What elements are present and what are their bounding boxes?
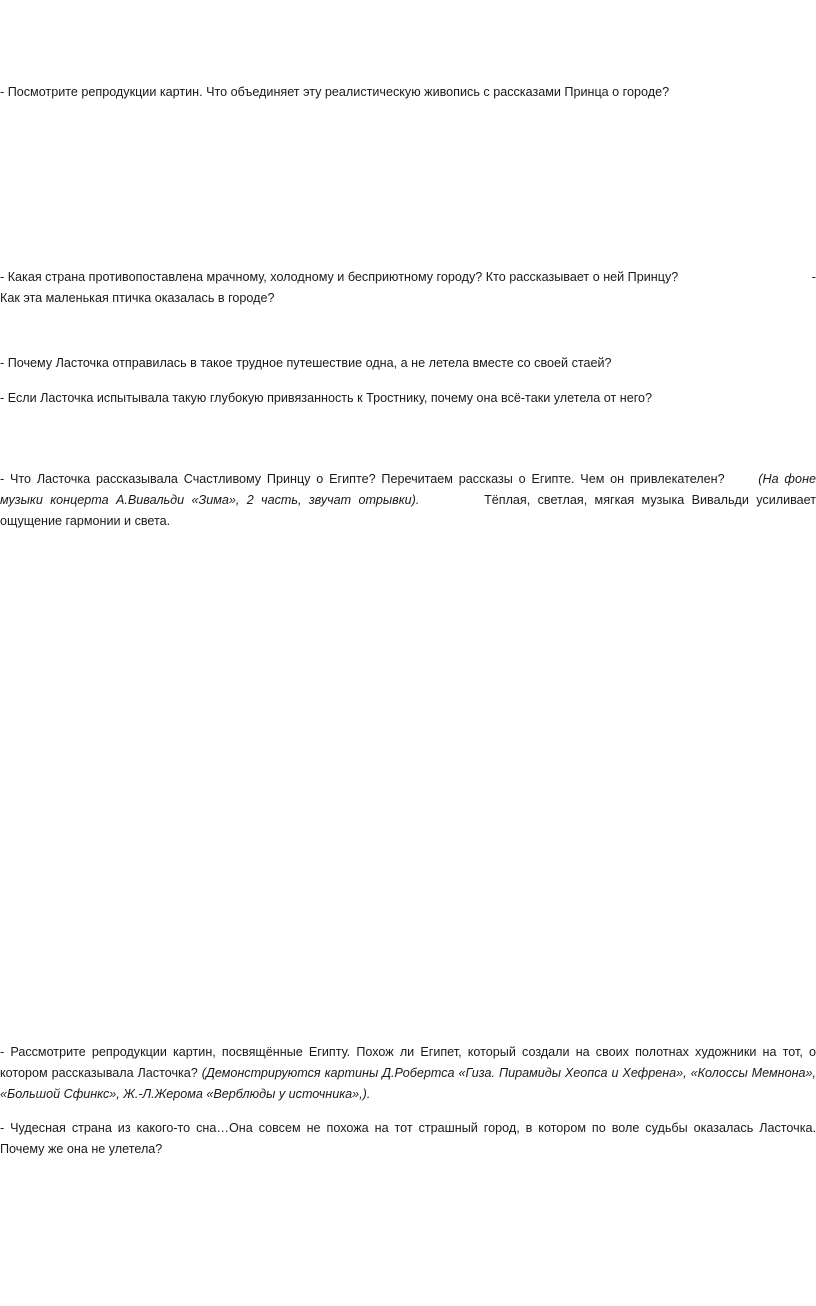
question-text: - Посмотрите репродукции картин. Что объединяет эту реалистическую живопись с рассказами Принца о городе? (0, 85, 670, 99)
question-text: - Рассмотрите репродукции картин, посвящённые Египту. Похож ли Египет, который создали на своих полотнах художники на тот, о котором рассказывала Ласточка? (0, 1045, 816, 1080)
list-dash: - (811, 270, 816, 284)
question-text: - Какая страна противопоставлена мрачному, холодному и бесприютному городу? Кто рассказывает о ней Принцу? (0, 270, 679, 284)
question-egypt-paintings (0, 1042, 816, 1105)
question-text: - Почему Ласточка отправилась в такое трудное путешествие одна, а не летела вместе со своей стаей? (0, 356, 612, 370)
question-swallow-journey (0, 353, 816, 374)
music-note: (На фоне музыки концерта А.Вивальди «Зима», 2 часть, звучат отрывки). (0, 472, 816, 507)
question-text: - Если Ласточка испытывала такую глубокую привязанность к Тростнику, почему она всё-таки улетела от него? (0, 391, 653, 405)
question-contrasting-country (0, 267, 816, 309)
question-paintings-city (0, 82, 816, 103)
question-text: - Чудесная страна из какого-то сна…Она совсем не похожа на тот страшный город, в котором по воле судьбы оказалась Ласточка. Почему же она не улетела? (0, 1121, 816, 1156)
paintings-note: (Демонстрируются картины Д.Робертса «Гиза. Пирамиды Хеопса и Хефрена», «Колоссы Мемнона», «Большой Сфинкс», Ж.-Л.Жерома «Верблюды у источника»,). (0, 1066, 816, 1101)
question-wonderful-country (0, 1118, 816, 1160)
question-egypt-stories (0, 469, 816, 532)
question-text: - Что Ласточка рассказывала Счастливому Принцу о Египте? Перечитаем рассказы о Египте. Чем он привлекателен? (0, 472, 725, 486)
music-comment: Тёплая, светлая, мягкая музыка Вивальди усиливает ощущение гармонии и света. (0, 493, 816, 528)
question-swallow-reed (0, 388, 816, 409)
question-text-continuation: Как эта маленькая птичка оказалась в городе? (0, 291, 275, 305)
